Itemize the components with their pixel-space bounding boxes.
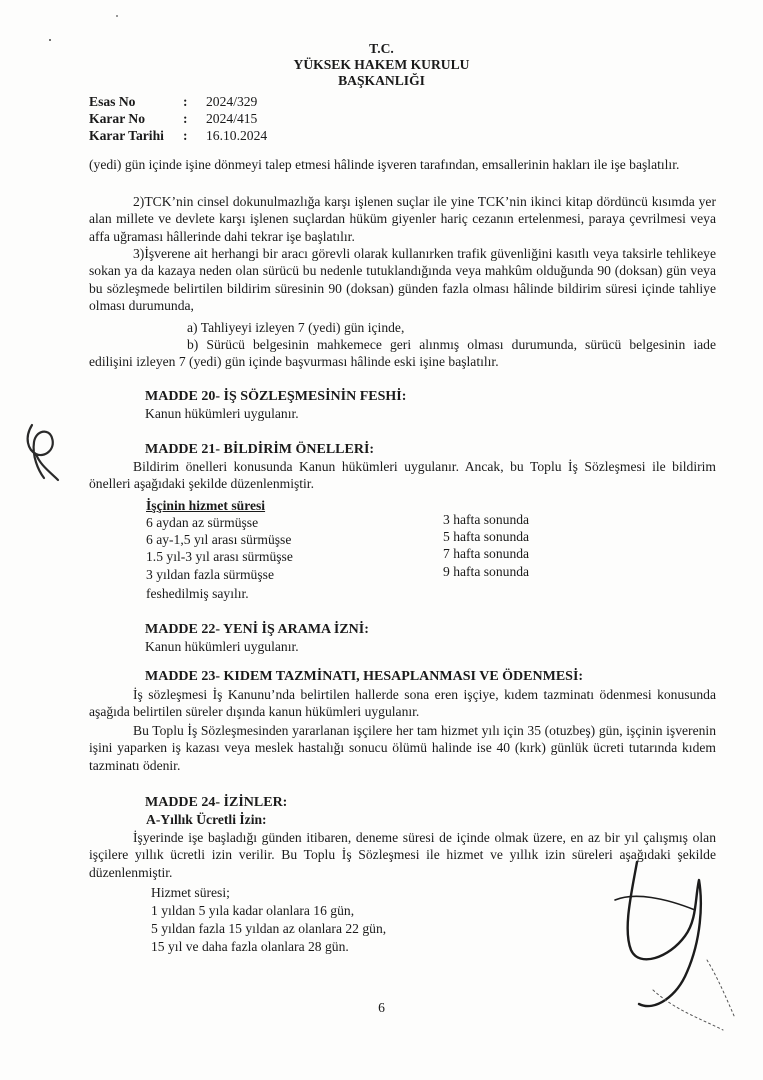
item-b: b) Sürücü belgesinin mahkemece geri alınmış olması durumunda, sürücü belgesinin iade edilişini izleyen 7 (yedi) gün içinde başvurması hâlinde eski işine başlatılır. bbox=[89, 337, 716, 370]
article-24-p1: İşyerinde işe başladığı günden itibaren, deneme süresi de içinde olmak üzere, en az bir yıl çalışmış olan işçilere yıllık ücretli izin verilir. Bu Toplu İş Sözleşmesi ile hizmet ve yıllık izin süreleri aşağıdaki şekilde düzenlenmiştir. bbox=[89, 830, 716, 880]
meta-label-esas: Esas No bbox=[89, 94, 136, 109]
item-a: a) Tahliyeyi izleyen 7 (yedi) gün içinde, bbox=[187, 320, 405, 335]
notice-period: 3 yıldan fazla sürmüşse bbox=[146, 567, 274, 582]
annual-leave-subheading: A-Yıllık Ücretli İzin: bbox=[146, 812, 267, 827]
meta-colon: : bbox=[183, 111, 188, 126]
article-20-text: Kanun hükümleri uygulanır. bbox=[145, 406, 299, 421]
paragraph-driver: 3)İşverene ait herhangi bir aracı görevli olarak kullanırken trafik güvenliğini kasıtlı veya taksirle tehlikeye sokan ya da kazaya neden olan sürücü bu nedenle tutuklandığında veya mahkûm olduğunda 90 (doksan) gün veya bu sözleşmede belirtilen bildirim süresinin 90 (doksan) günden fazla olması hâlinde bildirim süresi içinde tahliye olması durumunda, bbox=[89, 246, 716, 313]
scan-speck bbox=[116, 15, 118, 17]
notice-table-tail: feshedilmiş sayılır. bbox=[146, 586, 249, 601]
paragraph-tck: 2)TCK’nin cinsel dokunulmazlığa karşı işlenen suçlar ile yine TCK’nin ikinci kitap dördüncü kısımda yer alan millete ve devlete karşı işlenen suçlardan hüküm giyenler hariç cezanın ertelenmesi, paraya çevrilmesi veya affa uğraması hâllerinde dahi tekrar işe başlatılır. bbox=[89, 194, 716, 244]
header-institution: YÜKSEK HAKEM KURULU bbox=[293, 57, 470, 72]
service-list-title: Hizmet süresi; bbox=[151, 885, 230, 900]
page-number: 6 bbox=[378, 1000, 385, 1015]
meta-colon: : bbox=[183, 128, 188, 143]
handwritten-margin-mark bbox=[22, 420, 62, 485]
article-22-heading: MADDE 22- YENİ İŞ ARAMA İZNİ: bbox=[145, 622, 369, 637]
notice-period: 6 aydan az sürmüşse bbox=[146, 515, 259, 530]
leave-list-item: 5 yıldan fazla 15 yıldan az olanlara 22 gün, bbox=[151, 921, 387, 936]
meta-value-date: 16.10.2024 bbox=[206, 128, 268, 143]
scan-speck bbox=[49, 39, 51, 41]
notice-period: 6 ay-1,5 yıl arası sürmüşse bbox=[146, 532, 292, 547]
header-tc: T.C. bbox=[369, 41, 394, 56]
article-23-p1: İş sözleşmesi İş Kanunu’nda belirtilen hallerde sona eren işçiye, kıdem tazminatı ödenmesi konusunda aşağıda belirtilen süreler dışında kanun hükümleri uygulanır. bbox=[89, 687, 716, 720]
article-21-heading: MADDE 21- BİLDİRİM ÖNELLERİ: bbox=[145, 442, 375, 457]
notice-table-title: İşçinin hizmet süresi bbox=[146, 498, 266, 513]
notice-duration: 3 hafta sonunda bbox=[443, 512, 530, 527]
article-22-text: Kanun hükümleri uygulanır. bbox=[145, 639, 299, 654]
notice-duration: 5 hafta sonunda bbox=[443, 529, 530, 544]
leave-list-item: 1 yıldan 5 yıla kadar olanlara 16 gün, bbox=[151, 903, 355, 918]
leave-list-item: 15 yıl ve daha fazla olanlara 28 gün. bbox=[151, 939, 349, 954]
meta-label-date: Karar Tarihi bbox=[89, 128, 164, 143]
meta-label-karar: Karar No bbox=[89, 111, 146, 126]
paragraph-continuation: (yedi) gün içinde işine dönmeyi talep etmesi hâlinde işveren tarafından, emsallerinin hakları ile işe başlatılır. bbox=[89, 157, 680, 172]
notice-duration: 9 hafta sonunda bbox=[443, 564, 530, 579]
article-24-heading: MADDE 24- İZİNLER: bbox=[145, 795, 288, 810]
notice-period: 1.5 yıl-3 yıl arası sürmüşse bbox=[146, 549, 293, 564]
article-23-p2: Bu Toplu İş Sözleşmesinden yararlanan işçilere her tam hizmet yılı için 35 (otuzbeş) gün, işçinin işverenin işini yaparken iş kazası veya meslek hastalığı sonucu ölümü halinde ise 40 (kırk) günlük ücreti tutarında kıdem tazminatı ödenir. bbox=[89, 723, 716, 773]
article-23-heading: MADDE 23- KIDEM TAZMİNATI, HESAPLANMASI VE ÖDENMESİ: bbox=[145, 669, 584, 684]
signature bbox=[595, 840, 745, 1040]
meta-colon: : bbox=[183, 94, 188, 109]
meta-value-karar: 2024/415 bbox=[206, 111, 258, 126]
notice-duration: 7 hafta sonunda bbox=[443, 546, 530, 561]
article-20-heading: MADDE 20- İŞ SÖZLEŞMESİNİN FESHİ: bbox=[145, 389, 407, 404]
header-presidency: BAŞKANLIĞI bbox=[338, 73, 425, 88]
article-21-text: Bildirim önelleri konusunda Kanun hükümleri uygulanır. Ancak, bu Toplu İş Sözleşmesi ile bildirim önelleri aşağıdaki şekilde düzenlenmiştir. bbox=[89, 459, 716, 492]
meta-value-esas: 2024/329 bbox=[206, 94, 258, 109]
